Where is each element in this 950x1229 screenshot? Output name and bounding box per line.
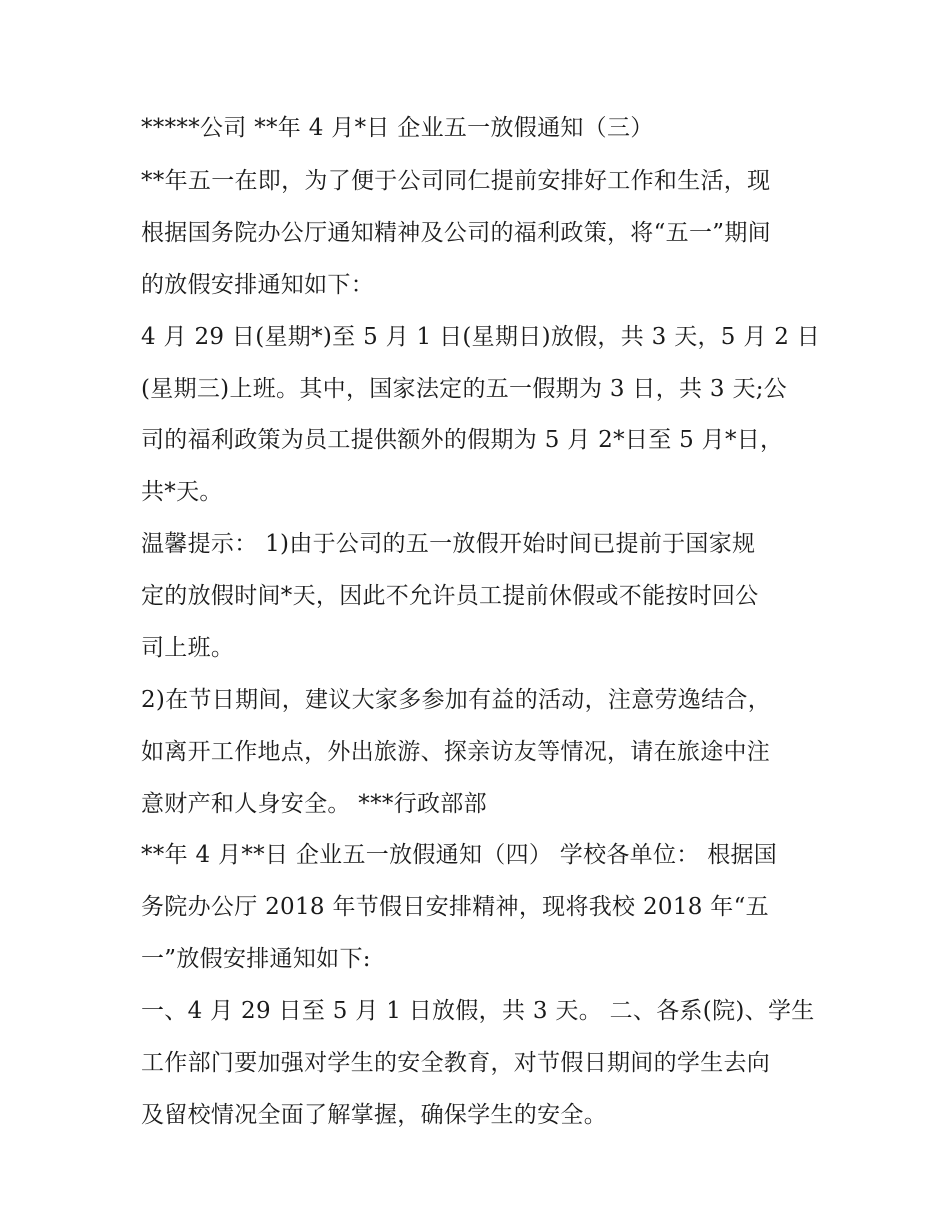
text-line: 工作部门要加强对学生的安全教育，对节假日期间的学生去向	[141, 1050, 771, 1076]
text-line: 根据国务院办公厅通知精神及公司的福利政策，将“五一”期间	[141, 220, 771, 246]
text-line: 定的放假时间*天，因此不允许员工提前休假或不能按时回公	[141, 583, 759, 609]
text-line: **年五一在即，为了便于公司同仁提前安排好工作和生活，现	[141, 168, 771, 194]
text-line: 共*天。	[141, 479, 223, 505]
text-line: 务院办公厅 2018 年节假日安排精神，现将我校 2018 年“五	[141, 894, 769, 920]
text-line: 司的福利政策为员工提供额外的假期为 5 月 2*日至 5 月*日，	[141, 427, 784, 453]
text-line: 司上班。	[141, 635, 235, 661]
text-line: *****公司 **年 4 月*日 企业五一放假通知（三）	[141, 115, 654, 141]
text-line: 的放假安排通知如下：	[141, 272, 374, 298]
text-line: 一、4 月 29 日至 5 月 1 日放假，共 3 天。 二、各系(院)、学生	[141, 998, 815, 1024]
text-line: 如离开工作地点，外出旅游、探亲访友等情况，请在旅途中注	[141, 739, 771, 765]
text-line: 及留校情况全面了解掌握，确保学生的安全。	[141, 1102, 607, 1128]
text-line: 意财产和人身安全。 ***行政部部	[141, 791, 487, 817]
text-line: 一”放假安排通知如下:	[141, 946, 371, 972]
text-line: 温馨提示： 1)由于公司的五一放假开始时间已提前于国家规	[141, 531, 756, 557]
text-line: (星期三)上班。其中，国家法定的五一假期为 3 日，共 3 天;公	[141, 376, 788, 402]
text-line: 4 月 29 日(星期*)至 5 月 1 日(星期日)放假，共 3 天，5 月 2 日	[141, 324, 821, 350]
text-line: **年 4 月**日 企业五一放假通知（四） 学校各单位： 根据国	[141, 842, 778, 868]
text-line: 2)在节日期间，建议大家多参加有益的活动，注意劳逸结合，	[141, 687, 772, 713]
